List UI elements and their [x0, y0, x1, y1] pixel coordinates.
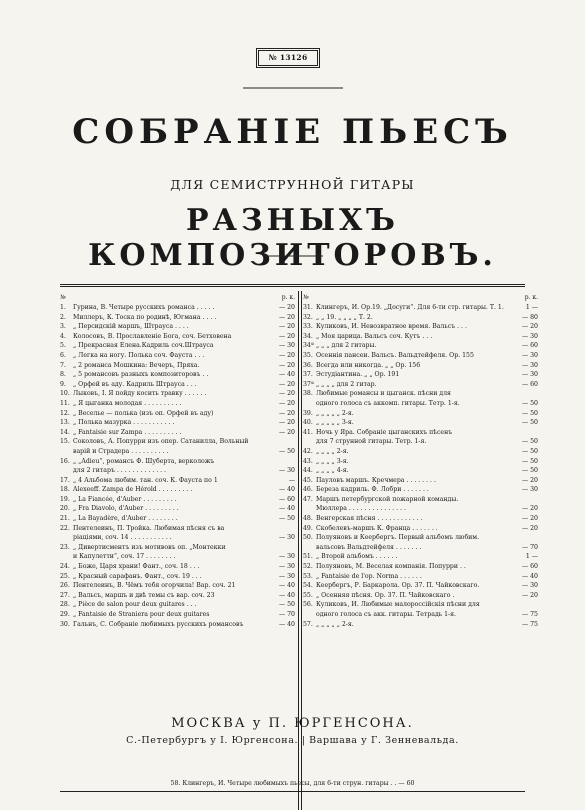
item-price — [265, 437, 295, 447]
catalog-row — [60, 620, 295, 630]
item-price — [265, 543, 295, 553]
item-number: 9. — [60, 380, 66, 388]
item-number: 44. — [303, 467, 313, 475]
right-header-price: р. к. — [524, 294, 538, 301]
item-number: 7. — [60, 361, 66, 369]
item-price: — 40 — [278, 486, 295, 494]
item-number: 23. — [60, 543, 70, 551]
item-title: Колосовъ, В. Прославленіе Бога, соч. Бетховена — [73, 332, 232, 340]
item-number: 55. — [303, 591, 313, 599]
catalog-row — [303, 495, 538, 505]
item-title: „ Боже, Царя храни! Фант., соч. 18 . . . — [73, 563, 200, 571]
item-price: — 70 — [521, 543, 538, 551]
catalog-row — [60, 341, 295, 351]
item-price: — 50 — [521, 457, 538, 465]
item-price: — 70 — [278, 611, 295, 618]
item-number: 51. — [303, 553, 313, 561]
item-price: — 40 — [278, 505, 295, 513]
item-price: — 40 — [278, 582, 295, 590]
item-number: 15. — [60, 438, 70, 446]
item-price: — 20 — [278, 351, 295, 359]
item-title: „ 4 Альбома любим. тан. соч. К. Фауста по 1 — [73, 476, 218, 484]
catalog-row — [60, 562, 295, 572]
item-number: 24. — [60, 563, 70, 571]
item-number: 48. — [303, 515, 313, 523]
item-number: 47. — [303, 495, 313, 503]
item-title: „ „ „ „ для 2 гитар. — [316, 380, 377, 388]
left-catalog-column — [60, 293, 295, 629]
catalog-row — [303, 361, 538, 371]
item-price: — 80 — [521, 313, 538, 321]
item-title: Полуяновъ и Кеербергъ. Первый альбомъ любим. — [316, 534, 480, 542]
item-price: 1 — — [525, 553, 538, 561]
catalog-row — [303, 466, 538, 476]
item-title: Пентелеинъ, П. Тройка. Любимая пѣсня съ ва — [73, 524, 225, 532]
item-title: „ Осенняя пѣсня. Ор. 37. П. Чайковскаго . — [316, 591, 455, 599]
item-title: „ Орфей въ аду. Кадриль Штрауса . . . — [73, 380, 197, 388]
item-price: — 30 — [521, 371, 538, 379]
item-price: — 50 — [521, 438, 538, 446]
catalog-item-58: 58. Клингеръ, И. Четыре любимыхъ пьесы, для 6-ти струн. гитары . . — 60 — [170, 780, 415, 787]
catalog-row — [303, 332, 538, 342]
item-title: Осеннія пансеи. Вальсъ. Вальдтейфеля. Ор. 155 — [316, 351, 474, 359]
item-title: „ Легка на ногу. Полька соч. Фауста . . . — [73, 351, 205, 359]
item-price: — 50 — [521, 409, 538, 417]
item-price: — 30 — [278, 563, 295, 571]
table-top-rule — [60, 284, 525, 285]
item-number: 54. — [303, 582, 313, 590]
item-price: — 20 — [278, 380, 295, 388]
item-title: „ „ „ „ 3-я. — [316, 457, 349, 465]
title-composers: РАЗНЫХЪ КОМПОЗИТОРОВЪ. — [88, 203, 497, 273]
item-number: 26. — [60, 582, 70, 590]
column-divider — [298, 291, 299, 810]
title-divider — [263, 254, 323, 258]
catalog-row — [303, 514, 538, 524]
item-number: 21. — [60, 515, 70, 523]
item-title: Куликовъ, И. Любимые малороссійскія пѣсни для — [316, 601, 480, 609]
catalog-row — [60, 533, 295, 543]
publisher-line: МОСКВА у П. ЮРГЕНСОНА. — [171, 716, 414, 731]
item-title: „ Fantaisie de l'op. Norma . . . . . . — [316, 572, 422, 580]
item-number: 30. — [60, 620, 70, 628]
item-title: „ Прекрасная Елена.Кадриль соч.Штрауса — [73, 342, 214, 350]
left-header — [60, 293, 295, 303]
item-price — [265, 457, 295, 467]
catalog-row — [60, 552, 295, 562]
column-divider-2 — [301, 291, 302, 810]
catalog-row — [303, 389, 538, 399]
catalog-row — [303, 428, 538, 438]
item-number: 17. — [60, 476, 70, 484]
item-number: 33. — [303, 323, 313, 331]
item-title: „ La Bayadère, d'Auber . . . . . . . . — [73, 515, 178, 523]
item-title: „ Моя царица. Вальсъ соч. Кутъ . . . — [316, 332, 433, 340]
catalog-row — [60, 457, 295, 467]
item-number: 32. — [303, 313, 313, 321]
item-price: — 30 — [278, 342, 295, 350]
item-title: Миллеръ, К. Тоска по родинѣ, Югмана . . . . — [73, 313, 217, 321]
catalog-row — [303, 399, 538, 409]
item-price: — 40 — [278, 620, 295, 628]
item-title: одного голоса съ акк. гитары. Тетрадь 1-я. — [316, 611, 456, 618]
catalog-row — [60, 361, 295, 371]
item-price: — 20 — [521, 591, 538, 599]
item-number: 20. — [60, 505, 70, 513]
item-number — [303, 610, 316, 620]
item-number: 31. — [303, 304, 313, 311]
item-number: 27. — [60, 591, 70, 599]
item-number: 43. — [303, 457, 313, 465]
catalog-row — [60, 485, 295, 495]
item-price — [508, 389, 538, 399]
catalog-row — [303, 552, 538, 562]
catalog-row — [60, 581, 295, 591]
item-number: 34ª — [303, 342, 314, 350]
item-title: Венгерская пѣсня . . . . . . . . . . . . — [316, 515, 423, 523]
catalog-row — [303, 418, 538, 428]
item-number: 38. — [303, 390, 313, 398]
item-price: — 30 — [278, 534, 295, 542]
item-number: 4. — [60, 332, 66, 340]
catalog-row — [60, 572, 295, 582]
catalog-row — [303, 562, 538, 572]
item-title: „ Дивертисментъ изъ мотивовъ оп. „Монтекки — [73, 543, 226, 551]
left-item-list — [60, 303, 295, 629]
plate-number: № 13126 — [258, 50, 318, 66]
item-price: — 20 — [278, 399, 295, 407]
item-number — [303, 437, 316, 447]
item-price: — 20 — [278, 313, 295, 321]
catalog-row — [303, 543, 538, 553]
catalog-row — [303, 600, 538, 610]
item-title: „ „ „ „ „ 3-я. — [316, 419, 354, 427]
item-title: „ Веселье — полька (изъ оп. Орфей въ аду) — [73, 409, 214, 417]
item-price: — 75 — [521, 611, 538, 618]
item-title: Пауловъ маршъ. Кречмера . . . . . . . . — [316, 476, 436, 484]
item-title: Кеербергъ, Р. Баркарола. Ор. 37. П. Чайковскаго. — [316, 582, 480, 590]
item-price: — 50 — [278, 515, 295, 523]
item-title: Куликовъ, И. Невозвратное время. Вальсъ . . . — [316, 323, 467, 331]
item-title: Любимые романсы и цыганск. пѣсни для — [316, 390, 451, 398]
item-price: — 30 — [521, 361, 538, 369]
item-number: 11. — [60, 399, 70, 407]
item-number — [60, 552, 73, 562]
catalog-row — [303, 341, 538, 351]
item-price: — 20 — [278, 428, 295, 436]
item-number — [303, 504, 316, 514]
item-number: 8. — [60, 371, 66, 379]
item-number: 28. — [60, 601, 70, 609]
item-price: — 40 — [521, 572, 538, 580]
catalog-row — [303, 610, 538, 620]
item-price — [508, 495, 538, 505]
item-number: 18. — [60, 486, 70, 494]
catalog-row — [60, 418, 295, 428]
item-title: Лыковъ, I. Я пойду косить травку . . . . . . — [73, 390, 207, 398]
item-number — [60, 533, 73, 543]
item-price: — 50 — [521, 399, 538, 407]
catalog-row — [303, 313, 538, 323]
catalog-row — [303, 591, 538, 601]
item-title: „ „ 19. „ „ „ „ Т. 2. — [316, 313, 373, 321]
item-title: Ночь у Яра. Собраніе цыганскихъ пѣсенъ — [316, 428, 453, 436]
catalog-row — [60, 447, 295, 457]
item-title: Мюллера . . . . . . . . . . . . . . . — [316, 505, 406, 513]
item-number: 39. — [303, 409, 313, 417]
item-number: 5. — [60, 342, 66, 350]
item-title: Всегда или никогда. „ „ Ор. 156 — [316, 361, 421, 369]
item-title: для 7 струнной гитары. Тетр. 1-я. — [316, 438, 427, 446]
catalog-row — [303, 409, 538, 419]
catalog-row — [303, 524, 538, 534]
item-title: Полуяновъ, М. Веселая компанія. Попурри . . — [316, 563, 466, 571]
item-number: 1. — [60, 304, 66, 311]
item-title: „ 5 романсовъ разныхъ композиторовъ . . — [73, 371, 209, 379]
catalog-row — [303, 533, 538, 543]
catalog-row — [303, 620, 538, 630]
item-price — [508, 600, 538, 610]
item-number — [60, 466, 73, 476]
item-price: — 40 — [278, 591, 295, 599]
item-title: „ Pièce de salon pour deux guitares . . . — [73, 601, 197, 609]
item-title: Клингеръ, И. Op.19. „Досуги“. Для 6-ти стр. гитары. Т. 1. — [316, 304, 504, 311]
left-header-price: р. к. — [281, 294, 295, 301]
item-number: 40. — [303, 419, 313, 427]
catalog-row — [60, 332, 295, 342]
item-price — [508, 428, 538, 438]
item-title: Пентелеинъ, В. Чёмъ тебя огорчила! Вар. соч. 21 — [73, 582, 236, 590]
right-header — [303, 293, 538, 303]
catalog-row — [303, 504, 538, 514]
catalog-row — [60, 351, 295, 361]
catalog-row — [60, 466, 295, 476]
item-price: — 20 — [278, 361, 295, 369]
item-price: — 50 — [278, 601, 295, 609]
item-title: Соколовъ, А. Попурри изъ опер. Сатанилла, Вольный — [73, 438, 249, 446]
catalog-row — [303, 572, 538, 582]
item-price: — 60 — [278, 495, 295, 503]
catalog-row — [60, 591, 295, 601]
catalog-row — [303, 370, 538, 380]
item-title: „ „ „ „ 2-я. — [316, 447, 349, 455]
item-number — [60, 447, 73, 457]
item-price: — 60 — [521, 342, 538, 350]
left-header-number: № — [60, 294, 66, 301]
item-number: 19. — [60, 495, 70, 503]
item-price: — 30 — [278, 467, 295, 475]
catalog-row — [60, 437, 295, 447]
item-price: — 20 — [521, 515, 538, 523]
item-title: вальсовъ Вальдтейфеля . . . . . . . — [316, 543, 422, 551]
item-title: „ Fantaisie de Straniera pour deux guitares — [73, 611, 210, 618]
item-price: — 20 — [521, 505, 538, 513]
item-title: ріаціями, соч. 14 . . . . . . . . . . . — [73, 534, 172, 542]
item-title: и Капулетти“, соч. 17 . . . . . . . . — [73, 553, 176, 561]
item-number: 22. — [60, 524, 70, 532]
item-number: 56. — [303, 601, 313, 609]
table-bottom-rule — [60, 791, 525, 792]
item-title: „ Персидскій маршъ, Штрауса . . . . — [73, 323, 189, 331]
catalog-row — [303, 457, 538, 467]
item-number — [303, 399, 316, 409]
right-header-number: № — [303, 294, 309, 301]
item-title: „ 2 романса Мошкина: Вечеръ, Пряха. — [73, 361, 200, 369]
item-price: — 50 — [521, 447, 538, 455]
item-title: „ Я цыганка молодая . . . . . . . . . . — [73, 399, 182, 407]
item-price: — 30 — [278, 553, 295, 561]
item-title: „ La Fiancée, d'Auber . . . . . . . . . — [73, 495, 177, 503]
catalog-row — [303, 351, 538, 361]
item-price: — 50 — [521, 419, 538, 427]
item-title: Скобелевъ-маршъ К. Франца . . . . . . . — [316, 524, 438, 532]
catalog-row — [303, 437, 538, 447]
catalog-row — [303, 581, 538, 591]
item-number: 37ª — [303, 380, 314, 388]
catalog-row — [60, 495, 295, 505]
catalog-row — [60, 610, 295, 620]
catalog-row — [60, 313, 295, 323]
catalog-row — [60, 476, 295, 486]
catalog-row — [60, 543, 295, 553]
item-price: — 20 — [278, 409, 295, 417]
item-price: — 20 — [521, 323, 538, 331]
item-price: — 30 — [521, 351, 538, 359]
item-title: Береза кадриль. Ф. Лобри . . . . . . . — [316, 486, 429, 494]
item-price: — 40 — [278, 371, 295, 379]
item-title: „ Полька мазурка . . . . . . . . . . . — [73, 419, 175, 427]
catalog-row — [303, 476, 538, 486]
catalog-row — [60, 389, 295, 399]
publisher-branches: С.-Петербургъ у I. Юргенсона. | Варшава у Г. Зенневальда. — [126, 735, 459, 746]
right-catalog-column — [303, 293, 538, 629]
item-title: „ „ „ „ „ 2-я. — [316, 620, 354, 628]
item-title: „ Красный сарафанъ. Фант., соч. 19 . . . — [73, 572, 202, 580]
catalog-row — [303, 380, 538, 390]
item-title: „ „ „ „ „ 2-я. — [316, 409, 354, 417]
item-title: Alexeeff. Zampa de Hérold . . . . . . . . . — [73, 486, 193, 494]
item-number: 12. — [60, 409, 70, 417]
item-number: 13. — [60, 419, 70, 427]
item-number: 16. — [60, 457, 70, 465]
item-title: Гурина, В. Четыре русскихъ романса . . . . . — [73, 304, 215, 311]
item-title: „ Fantaisie sur Zampa . . . . . . . . . . — [73, 428, 182, 436]
item-number: 6. — [60, 351, 66, 359]
item-number: 52. — [303, 563, 313, 571]
catalog-row — [60, 600, 295, 610]
catalog-row — [60, 399, 295, 409]
item-title: для 2 гитаръ . . . . . . . . . . . . . — [73, 467, 167, 475]
item-price: — 75 — [521, 620, 538, 628]
item-number: 37. — [303, 371, 313, 379]
item-price: — 20 — [278, 323, 295, 331]
item-title: одного голоса съ аккомп. гитары. Тетр. 1-я. — [316, 399, 460, 407]
item-price: — — [288, 476, 295, 484]
item-number: 35. — [303, 351, 313, 359]
catalog-row — [303, 303, 538, 313]
item-title: варiй и Страдера . . . . . . . . . . — [73, 447, 169, 455]
catalog-row — [303, 485, 538, 495]
item-number: 10. — [60, 390, 70, 398]
catalog-row — [60, 370, 295, 380]
item-price: — 20 — [278, 304, 295, 311]
item-number: 49. — [303, 524, 313, 532]
item-title: „ „ „ „ 4-я. — [316, 467, 349, 475]
item-price: — 20 — [521, 476, 538, 484]
catalog-row — [60, 428, 295, 438]
item-price: — 60 — [521, 563, 538, 571]
item-title: „ Второй альбомъ . . . . . . — [316, 553, 398, 561]
table-top-rule-2 — [60, 286, 525, 287]
item-number: 25. — [60, 572, 70, 580]
item-price: — 30 — [521, 332, 538, 340]
item-number: 3. — [60, 323, 66, 331]
item-number: 34. — [303, 332, 313, 340]
item-price: — 20 — [278, 390, 295, 398]
catalog-row — [60, 504, 295, 514]
item-price: — 30 — [521, 486, 538, 494]
item-title: „ „ „ для 2 гитары. — [316, 342, 377, 350]
item-price: — 20 — [278, 419, 295, 427]
item-title: Гальнъ, С. Собраніе любимыхъ русскихъ романсовъ — [73, 620, 244, 628]
title-subtitle: ДЛЯ СЕМИСТРУННОЙ ГИТАРЫ — [170, 177, 415, 192]
catalog-row — [60, 322, 295, 332]
item-number: 36. — [303, 361, 313, 369]
catalog-row — [60, 524, 295, 534]
item-title: „ Fra Diavolo, d'Auber . . . . . . . . . — [73, 505, 179, 513]
catalog-row — [60, 303, 295, 313]
item-price: — 20 — [278, 332, 295, 340]
item-number — [303, 543, 316, 553]
item-price — [508, 533, 538, 543]
item-number: 46. — [303, 486, 313, 494]
top-ornament — [243, 86, 343, 90]
item-price: 1 — — [525, 304, 538, 311]
item-number: 45. — [303, 476, 313, 484]
item-number: 29. — [60, 611, 70, 618]
catalog-row — [60, 409, 295, 419]
item-number: 57. — [303, 620, 313, 628]
catalog-row — [60, 380, 295, 390]
item-number: 42. — [303, 447, 313, 455]
item-price: — 50 — [278, 447, 295, 455]
item-price: — 50 — [521, 467, 538, 475]
item-price — [265, 524, 295, 534]
item-number: 2. — [60, 313, 66, 321]
title-main: СОБРАНІЕ ПЬЕСЪ — [72, 112, 513, 152]
item-title: „ Вальсъ, маршъ и двѣ темы съ вар. соч. 23 — [73, 591, 215, 599]
catalog-row — [303, 447, 538, 457]
item-number: 50. — [303, 534, 313, 542]
right-item-list — [303, 303, 538, 629]
item-title: Эстудiантина. „ „ Ор. 191 — [316, 371, 400, 379]
item-number: 41. — [303, 428, 313, 436]
catalog-row — [60, 514, 295, 524]
item-title: „ „Adieu“, романсъ Ф. Шуберта, верколожъ — [73, 457, 215, 465]
item-number: 14. — [60, 428, 70, 436]
item-price: — 60 — [521, 380, 538, 388]
catalog-row — [303, 322, 538, 332]
item-price: — 20 — [521, 524, 538, 532]
item-number: 53. — [303, 572, 313, 580]
item-title: Маршъ петербургской пожарной команды. — [316, 495, 459, 503]
item-price: — 30 — [521, 582, 538, 590]
item-price: — 30 — [278, 572, 295, 580]
